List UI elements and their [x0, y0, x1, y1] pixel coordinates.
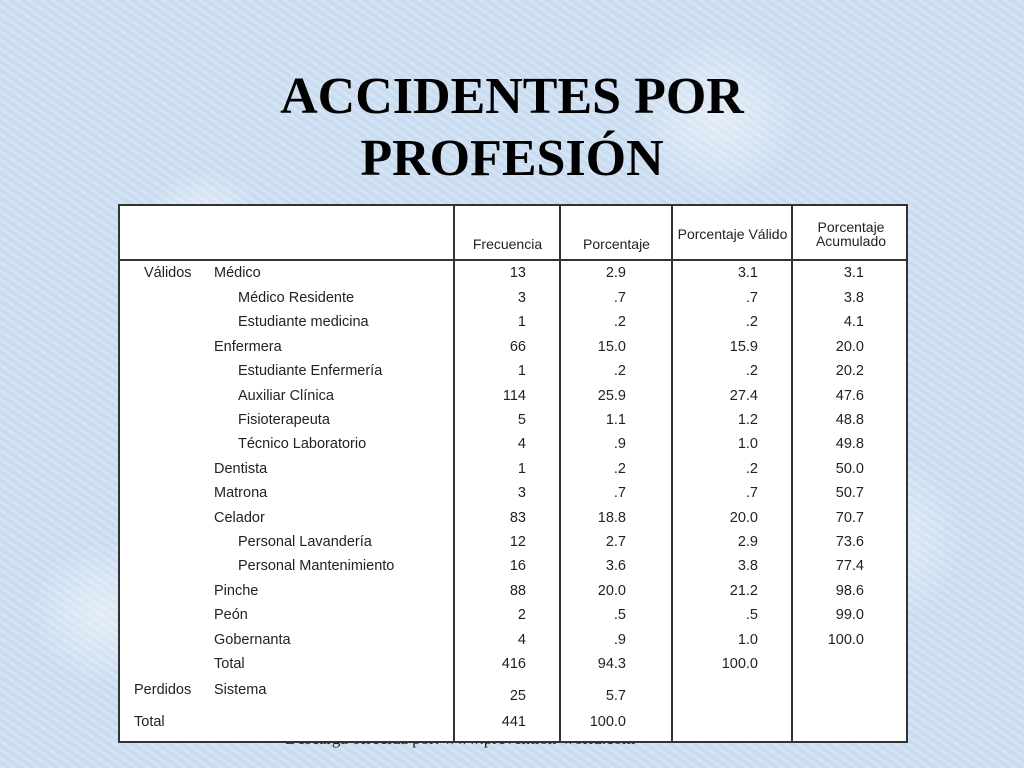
cell-porcentaje-valido: 20.0: [729, 510, 758, 526]
table-row: [120, 556, 906, 578]
cell-porcentaje: 100.0: [589, 714, 626, 730]
cell-porcentaje-acumulado: 77.4: [835, 558, 864, 574]
cell-frecuencia: 25: [509, 688, 526, 704]
table-row: [120, 288, 906, 310]
cell-porcentaje: 5.7: [605, 688, 626, 704]
cell-porcentaje: 25.9: [597, 388, 626, 404]
cell-frecuencia: 441: [501, 714, 526, 730]
cell-porcentaje: .2: [613, 461, 626, 477]
cell-frecuencia: 88: [509, 583, 526, 599]
cell-porcentaje-valido: .7: [745, 485, 758, 501]
row-label: Matrona: [214, 485, 268, 501]
cell-porcentaje-valido: 2.9: [737, 534, 758, 550]
row-label: Dentista: [214, 461, 268, 477]
table-row: [120, 532, 906, 554]
cell-frecuencia: 3: [517, 290, 526, 306]
cell-porcentaje: 1.1: [605, 412, 626, 428]
row-group-label: Perdidos: [134, 682, 192, 698]
cell-porcentaje-valido: 27.4: [729, 388, 758, 404]
cell-frecuencia: 4: [517, 436, 526, 452]
cell-porcentaje-valido: .7: [745, 290, 758, 306]
cell-porcentaje-acumulado: 20.0: [835, 339, 864, 355]
cell-porcentaje-acumulado: 48.8: [835, 412, 864, 428]
cell-frecuencia: 4: [517, 632, 526, 648]
cell-porcentaje-valido: 1.2: [737, 412, 758, 428]
cell-porcentaje-valido: 1.0: [737, 436, 758, 452]
cell-frecuencia: 16: [509, 558, 526, 574]
title-line-2: PROFESIÓN: [360, 130, 664, 187]
table-header: [120, 206, 906, 261]
cell-frecuencia: 416: [501, 656, 526, 672]
cell-porcentaje-valido: 100.0: [721, 656, 758, 672]
cell-porcentaje-valido: .2: [745, 363, 758, 379]
cell-porcentaje: .5: [613, 607, 626, 623]
cell-porcentaje: .7: [613, 290, 626, 306]
cell-porcentaje-valido: 3.1: [737, 265, 758, 281]
row-label: Celador: [214, 510, 265, 526]
row-label: Técnico Laboratorio: [238, 436, 367, 452]
row-label: Pinche: [214, 583, 259, 599]
cell-porcentaje: 2.9: [605, 265, 626, 281]
cell-porcentaje-valido: 3.8: [737, 558, 758, 574]
row-label: Personal Mantenimiento: [238, 558, 395, 574]
table-row: [120, 361, 906, 383]
cell-frecuencia: 12: [509, 534, 526, 550]
table-row: [120, 630, 906, 652]
cell-frecuencia: 1: [517, 461, 526, 477]
row-label: Estudiante Enfermería: [238, 363, 383, 379]
cell-frecuencia: 66: [509, 339, 526, 355]
cell-porcentaje-acumulado: 3.8: [843, 290, 864, 306]
table-row: [120, 312, 906, 334]
cell-porcentaje: .9: [613, 632, 626, 648]
cell-porcentaje: 2.7: [605, 534, 626, 550]
cell-frecuencia: 1: [517, 363, 526, 379]
cell-porcentaje: .2: [613, 314, 626, 330]
cell-porcentaje-acumulado: 49.8: [835, 436, 864, 452]
header-porcentaje-acumulado: Porcentaje Acumulado: [815, 219, 887, 249]
row-group-label: Válidos: [144, 265, 192, 281]
cell-porcentaje-valido: 1.0: [737, 632, 758, 648]
cell-porcentaje-acumulado: 70.7: [835, 510, 864, 526]
row-label: Estudiante medicina: [238, 314, 369, 330]
table-row: [120, 459, 906, 481]
table-row: [120, 712, 906, 734]
row-label: Total: [214, 656, 245, 672]
cell-porcentaje-valido: .2: [745, 314, 758, 330]
row-label: Médico: [214, 265, 261, 281]
row-group-label: Total: [134, 714, 165, 730]
table-row: [120, 410, 906, 432]
cell-porcentaje: 94.3: [597, 656, 626, 672]
row-label: Médico Residente: [238, 290, 355, 306]
table-row: [120, 508, 906, 530]
cell-frecuencia: 13: [509, 265, 526, 281]
cell-porcentaje: .7: [613, 485, 626, 501]
cell-porcentaje-acumulado: 47.6: [835, 388, 864, 404]
table-row: [120, 581, 906, 603]
cell-porcentaje-acumulado: 50.7: [835, 485, 864, 501]
cell-porcentaje-acumulado: 20.2: [835, 363, 864, 379]
cell-frecuencia: 1: [517, 314, 526, 330]
table-row: [120, 605, 906, 627]
cell-porcentaje-valido: .5: [745, 607, 758, 623]
title-line-1: ACCIDENTES POR: [280, 68, 744, 125]
header-frecuencia: Frecuencia: [472, 236, 543, 252]
table-row: [120, 434, 906, 456]
table-row: [120, 483, 906, 505]
row-label: Enfermera: [214, 339, 282, 355]
cell-frecuencia: 83: [509, 510, 526, 526]
header-porcentaje: Porcentaje: [583, 236, 650, 252]
cell-porcentaje-valido: 21.2: [729, 583, 758, 599]
row-label: Personal Lavandería: [238, 534, 372, 550]
row-label: Auxiliar Clínica: [238, 388, 334, 404]
cell-frecuencia: 3: [517, 485, 526, 501]
cell-porcentaje-acumulado: 98.6: [835, 583, 864, 599]
row-label: Gobernanta: [214, 632, 291, 648]
profession-frequency-table: [118, 204, 908, 743]
cell-porcentaje-acumulado: 4.1: [843, 314, 864, 330]
table-row: [120, 263, 906, 285]
row-label: Fisioterapeuta: [238, 412, 330, 428]
cell-porcentaje-acumulado: 3.1: [843, 265, 864, 281]
cell-porcentaje: 15.0: [597, 339, 626, 355]
cell-frecuencia: 2: [517, 607, 526, 623]
cell-frecuencia: 114: [502, 388, 526, 404]
table-row: [120, 337, 906, 359]
table-row: [120, 680, 906, 702]
cell-porcentaje-valido: 15.9: [729, 339, 758, 355]
row-label: Peón: [214, 607, 248, 623]
cell-porcentaje: 18.8: [597, 510, 626, 526]
cell-frecuencia: 5: [517, 412, 526, 428]
row-label: Sistema: [214, 682, 267, 698]
table-row: [120, 386, 906, 408]
cell-porcentaje-acumulado: 100.0: [827, 632, 864, 648]
cell-porcentaje-acumulado: 99.0: [835, 607, 864, 623]
cell-porcentaje-acumulado: 50.0: [835, 461, 864, 477]
table-row: [120, 654, 906, 676]
cell-porcentaje: .9: [613, 436, 626, 452]
cell-porcentaje-acumulado: 73.6: [835, 534, 864, 550]
cell-porcentaje: .2: [613, 363, 626, 379]
slide-title: [0, 66, 1024, 190]
cell-porcentaje: 3.6: [605, 558, 626, 574]
cell-porcentaje: 20.0: [597, 583, 626, 599]
cell-porcentaje-valido: .2: [745, 461, 758, 477]
header-porcentaje-valido: Porcentaje Válido: [677, 226, 788, 242]
